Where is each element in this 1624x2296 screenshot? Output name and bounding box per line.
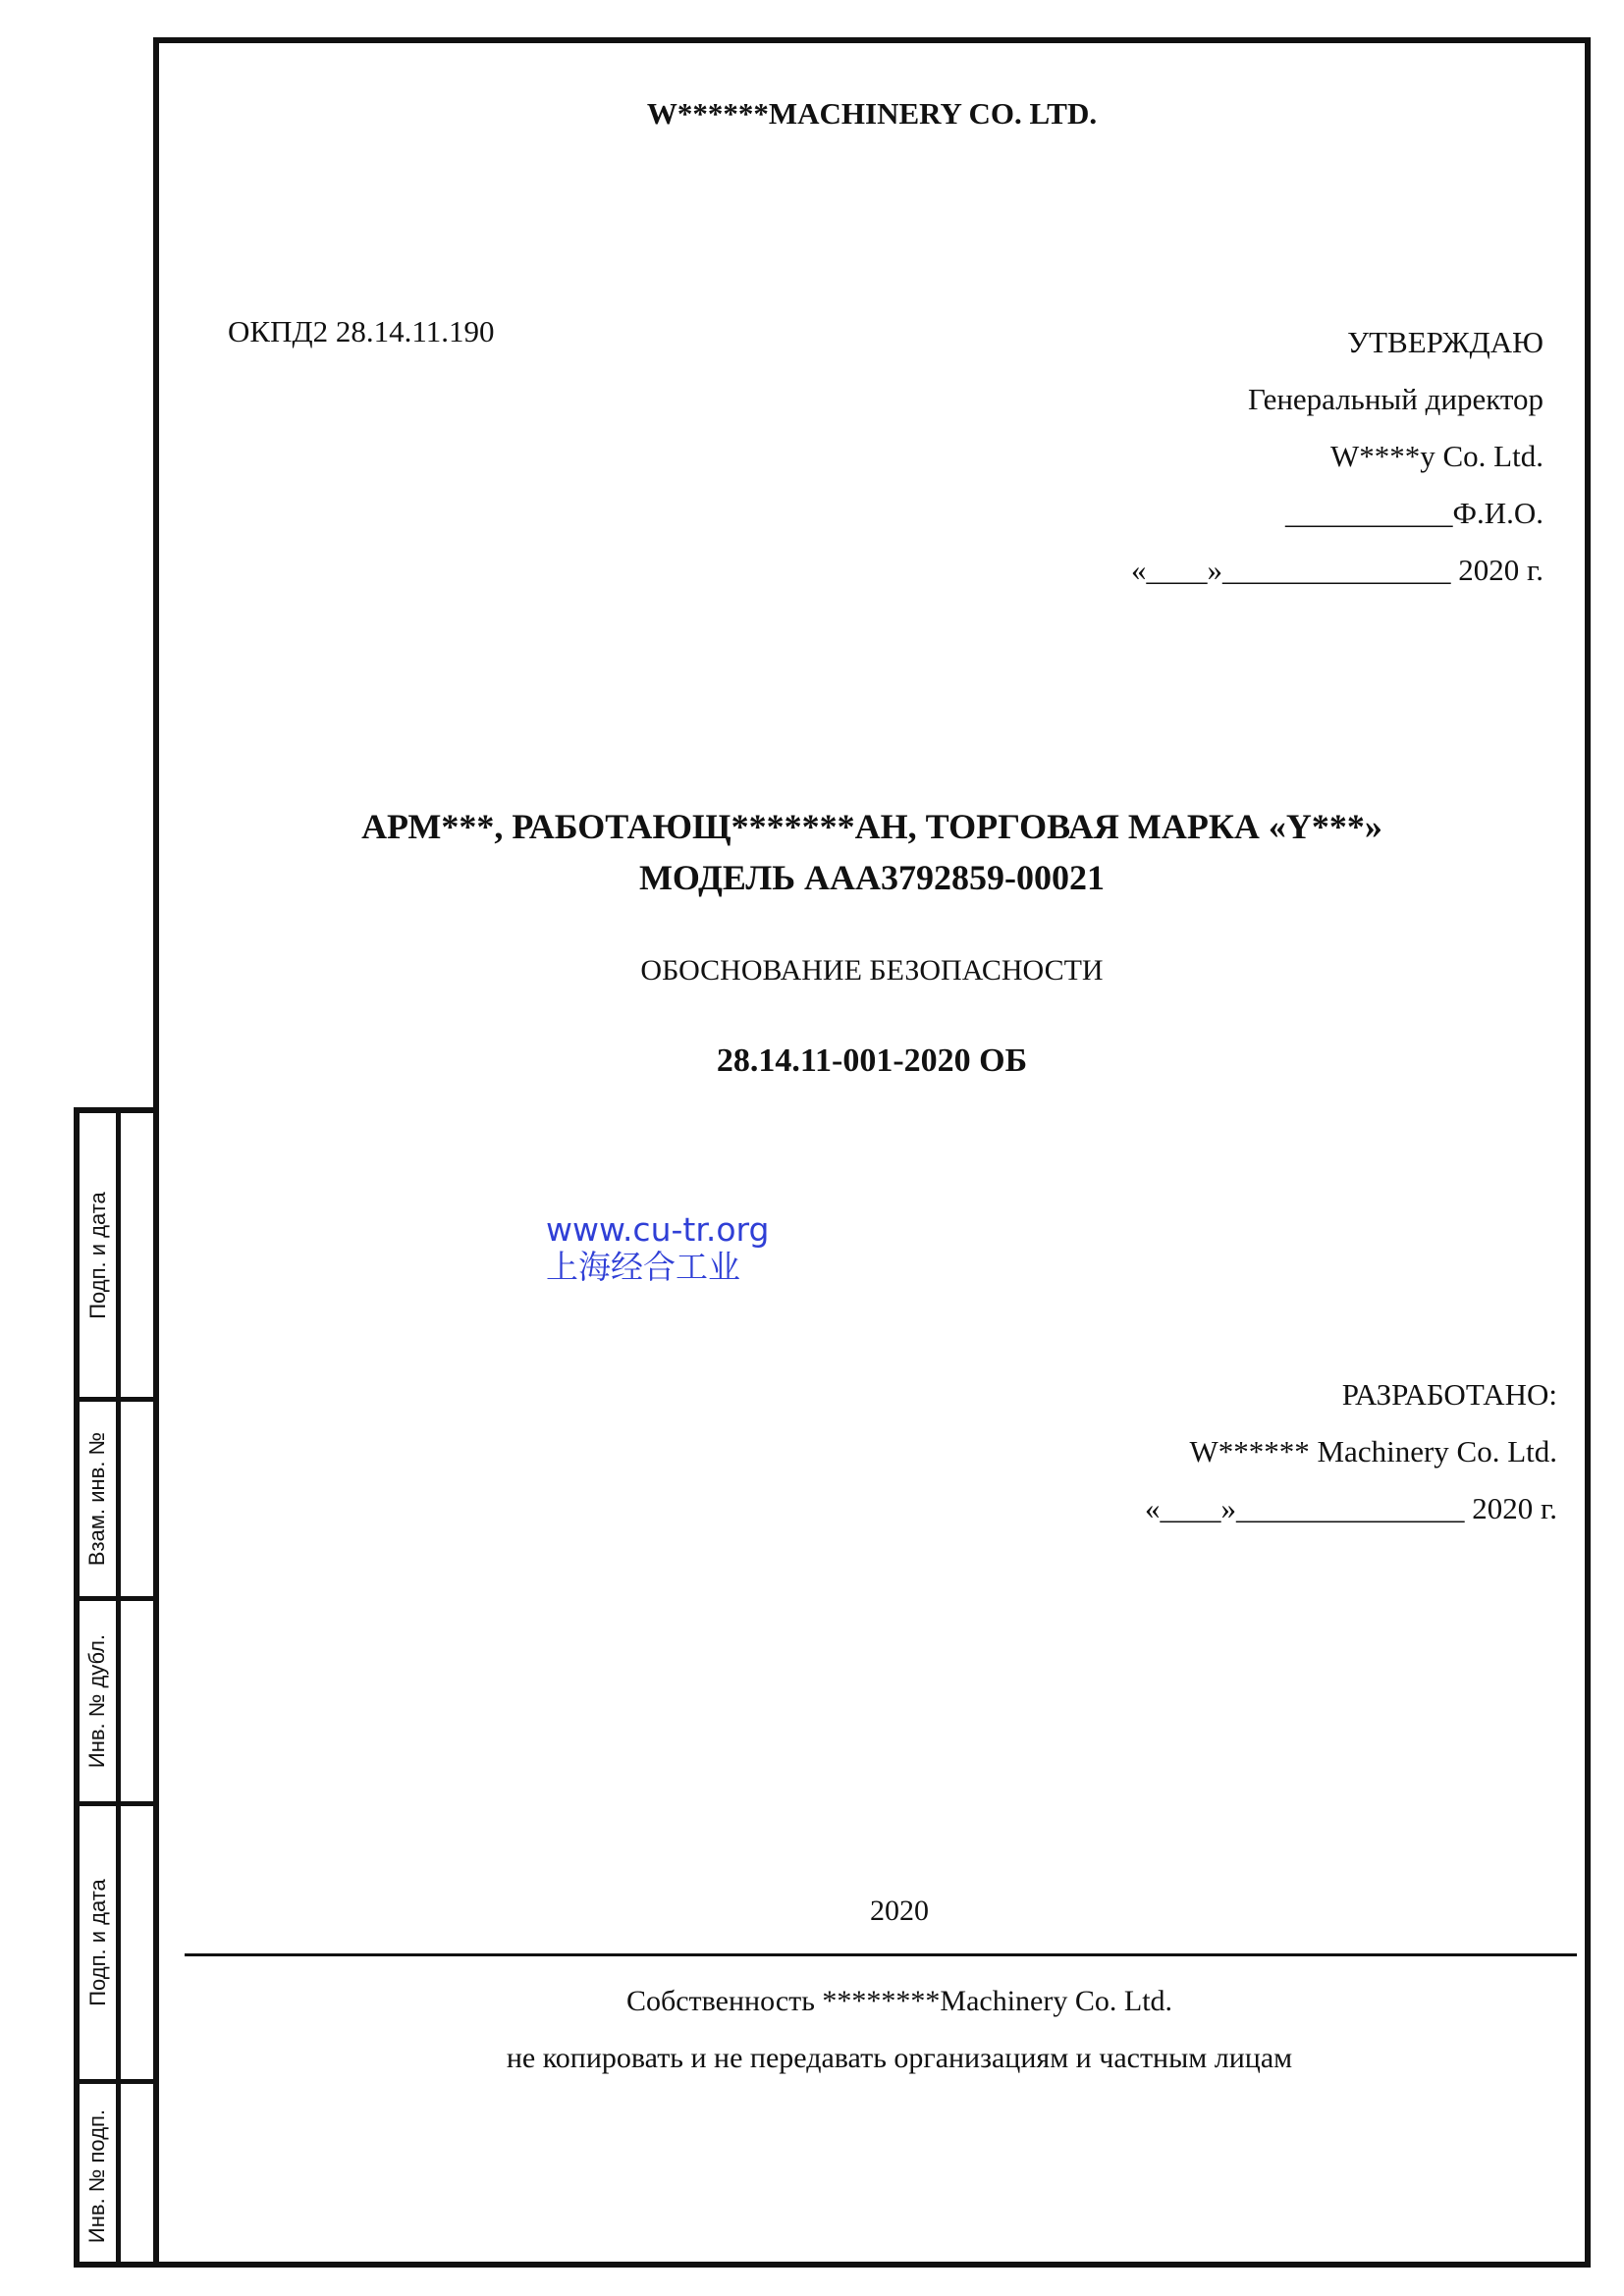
side-cell-dup-inv: Инв. № дубл.: [84, 1633, 110, 1769]
watermark: [546, 1211, 770, 1286]
approval-date: «____»_______________ 2020 г.: [1131, 553, 1543, 587]
footer: [153, 1973, 1591, 2087]
side-strip-divider: [116, 1113, 121, 2262]
document-year: 2020: [870, 1895, 929, 1927]
watermark-url: www.cu-tr.org: [546, 1210, 770, 1249]
approval-block: [856, 314, 1543, 599]
watermark-name: 上海经合工业: [546, 1248, 740, 1286]
side-cell-sign-date-top: Подп. и дата: [84, 1191, 110, 1319]
side-cell-sign-date-bottom: Подп. и дата: [84, 1879, 110, 2006]
side-stamp-strip: [74, 1107, 156, 2268]
side-cell-replace-inv: Взам. инв. №: [84, 1431, 110, 1567]
okpd-code: ОКПД2 28.14.11.190: [228, 314, 495, 348]
document-title: [153, 801, 1591, 903]
developed-company: W****** Machinery Co. Ltd.: [1189, 1434, 1557, 1468]
developed-title: РАЗРАБОТАНО:: [1341, 1377, 1557, 1412]
side-cell-orig-inv: Инв. № подп.: [84, 2109, 110, 2243]
approval-signature: ___________Ф.И.О.: [1284, 496, 1543, 530]
developed-block: [870, 1366, 1557, 1537]
approval-title: УТВЕРЖДАЮ: [1347, 325, 1543, 359]
footer-notice: не копировать и не передавать организациям и частным лицам: [506, 2042, 1293, 2074]
footer-ownership: Собственность ********Machinery Co. Ltd.: [625, 1985, 1173, 2017]
approval-company: W****y Co. Ltd.: [1330, 439, 1543, 473]
document-number: 28.14.11-001-2020 ОБ: [716, 1042, 1028, 1079]
document-title-line1: АРМ***, РАБОТАЮЩ*******АН, ТОРГОВАЯ МАРКА «Y***»: [361, 807, 1382, 846]
document-title-line2: МОДЕЛЬ AAA3792859-00021: [638, 858, 1106, 897]
company-header: W******MACHINERY CO. LTD.: [646, 96, 1098, 131]
document-type: ОБОСНОВАНИЕ БЕЗОПАСНОСТИ: [640, 954, 1104, 987]
developed-date: «____»_______________ 2020 г.: [1145, 1491, 1557, 1525]
footer-divider: [185, 1953, 1577, 1956]
approval-position: Генеральный директор: [1248, 382, 1543, 416]
